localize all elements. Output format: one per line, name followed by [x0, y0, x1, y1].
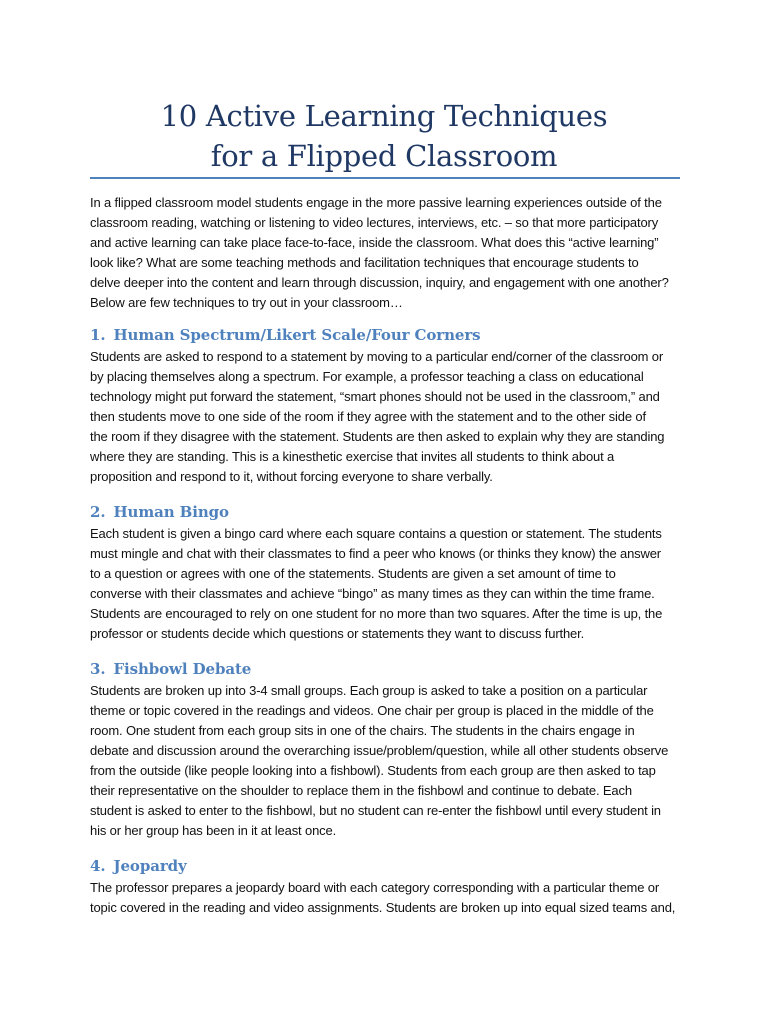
paragraph-line: technology might put forward the statement, “smart phones should not be used in the classroom,” and	[90, 389, 660, 404]
section-title: Human Spectrum/Likert Scale/Four Corners	[113, 326, 481, 344]
paragraph-line: the room if they disagree with the statement. Students are then asked to explain why they are standing	[90, 429, 665, 444]
paragraph-line: proposition and respond to it, without forcing everyone to share verbally.	[90, 469, 493, 484]
title-divider	[90, 177, 680, 179]
section-title: Fishbowl Debate	[113, 660, 252, 678]
paragraph-line: theme or topic covered in the readings and videos. One chair per group is placed in the middle of the	[90, 703, 654, 718]
title-line-1: 10 Active Learning Techniques	[160, 99, 608, 133]
section-heading-human-spectrum	[90, 325, 690, 345]
paragraph-line: student is asked to enter to the fishbowl, but no student can re-enter the fishbowl until every student in	[90, 803, 661, 818]
document-title	[90, 96, 678, 176]
section-number: 1.	[90, 326, 106, 344]
paragraph-line: from the outside (like people looking into a fishbowl). Students from each group are then asked to tap	[90, 763, 656, 778]
paragraph-line: to a question or agrees with one of the statements. Students are given a set amount of time to	[90, 566, 616, 581]
section-paragraph-jeopardy	[90, 878, 690, 918]
paragraph-line: debate and discussion around the overarching issue/problem/question, while all other students observe	[90, 743, 669, 758]
section-title: Jeopardy	[113, 857, 187, 875]
paragraph-line: converse with their classmates and achieve “bingo” as many times as they can within the time frame.	[90, 586, 655, 601]
paragraph-line: Students are encouraged to rely on one student for no more than two squares. After the time is up, the	[90, 606, 663, 621]
intro-line: and active learning can take place face-to-face, inside the classroom. What does this “active learning”	[90, 235, 659, 250]
document-body	[90, 193, 690, 918]
paragraph-line: must mingle and chat with their classmates to find a peer who knows (or thinks they know) the answer	[90, 546, 661, 561]
paragraph-line: room. One student from each group sits in one of the chairs. The students in the chairs engage in	[90, 723, 635, 738]
paragraph-line: where they are standing. This is a kinesthetic exercise that invites all students to think about a	[90, 449, 615, 464]
section-number: 3.	[90, 660, 106, 678]
section-title: Human Bingo	[113, 503, 229, 521]
intro-paragraph	[90, 193, 690, 313]
paragraph-line: their representative on the shoulder to replace them in the fishbowl and continue to debate. Each	[90, 783, 632, 798]
paragraph-line: Students are asked to respond to a statement by moving to a particular end/corner of the classroom or	[90, 349, 664, 364]
section-number: 2.	[90, 503, 106, 521]
section-heading-human-bingo	[90, 502, 690, 522]
section-heading-fishbowl-debate	[90, 659, 690, 679]
paragraph-line: Students are broken up into 3-4 small groups. Each group is asked to take a position on a particular	[90, 683, 648, 698]
paragraph-line: topic covered in the reading and video assignments. Students are broken up into equal sized teams and,	[90, 900, 676, 915]
section-heading-jeopardy	[90, 856, 690, 876]
section-number: 4.	[90, 857, 106, 875]
section-paragraph-human-spectrum	[90, 347, 690, 487]
section-paragraph-human-bingo	[90, 524, 690, 644]
paragraph-line: professor or students decide which questions or statements they want to discuss further.	[90, 626, 585, 641]
intro-line: classroom reading, watching or listening to video lectures, interviews, etc. – so that more participatory	[90, 215, 659, 230]
paragraph-line: his or her group has been in it at least once.	[90, 823, 337, 838]
paragraph-line: by placing themselves along a spectrum. For example, a professor teaching a class on educational	[90, 369, 644, 384]
section-paragraph-fishbowl-debate	[90, 681, 690, 841]
intro-line: delve deeper into the content and learn through discussion, inquiry, and engagement with one another?	[90, 275, 669, 290]
intro-line: Below are few techniques to try out in your classroom…	[90, 295, 403, 310]
paragraph-line: The professor prepares a jeopardy board with each category corresponding with a particular theme or	[90, 880, 660, 895]
paragraph-line: then students move to one side of the room if they agree with the statement and to the other side of	[90, 409, 646, 424]
intro-line: look like? What are some teaching methods and facilitation techniques that encourage students to	[90, 255, 639, 270]
intro-line: In a flipped classroom model students engage in the more passive learning experiences outside of the	[90, 195, 662, 210]
paragraph-line: Each student is given a bingo card where each square contains a question or statement. The students	[90, 526, 662, 541]
title-line-2: for a Flipped Classroom	[210, 139, 558, 173]
